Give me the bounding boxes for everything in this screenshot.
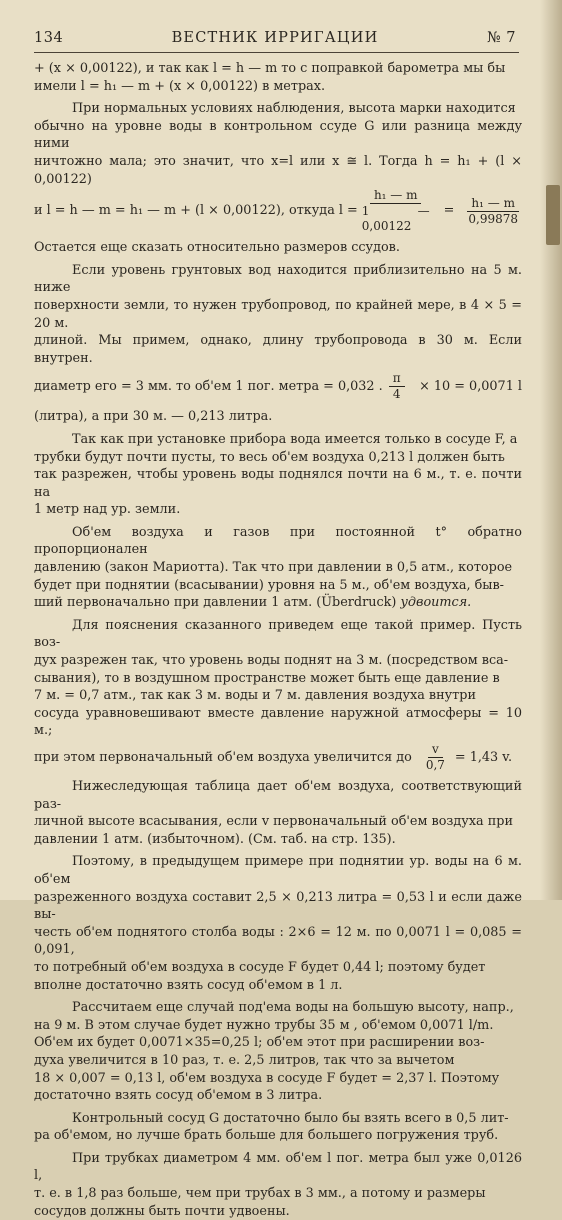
formula-line bbox=[34, 371, 522, 402]
text-line: Об'ем воздуха и газов при постоянной t° обратно пропорционален bbox=[34, 524, 522, 558]
numerator: π bbox=[389, 371, 405, 387]
text-line: сосудов должны быть почти удвоены. bbox=[34, 1203, 290, 1219]
text-line: ра об'емом, но лучше брать больше для большего погружения труб. bbox=[34, 1128, 499, 1144]
text-line: Об'ем их будет 0,0071×35=0,25 l; об'ем этот при расширении воз- bbox=[34, 1035, 485, 1051]
formula-text: = 1,43 v. bbox=[454, 749, 513, 765]
text-line: имели l = h₁ — m + (x × 0,00122) в метрах. bbox=[34, 78, 326, 94]
text-line: При нормальных условиях наблюдения, высота марки находится bbox=[72, 101, 516, 117]
formula-text: диаметр его = 3 мм. то об'ем 1 пог. метра = 0,032 . bbox=[34, 379, 383, 395]
numerator: h₁ — m bbox=[467, 196, 519, 212]
text-line: поверхности земли, то нужен трубопровод, по крайней мере, в 4 × 5 = 20 м. bbox=[34, 297, 522, 331]
text-line: дух разрежен так, что уровень воды поднят на 3 м. (посредством вса- bbox=[34, 653, 509, 669]
text-line: честь об'ем поднятого столба воды : 2×6 = 12 м. по 0,0071 l = 0,085 = 0,091, bbox=[34, 924, 522, 958]
fraction bbox=[358, 188, 434, 234]
fraction bbox=[464, 196, 522, 227]
numerator: v bbox=[428, 742, 443, 758]
text-line: вполне достаточно взять сосуд об'емом в 1 л. bbox=[34, 977, 343, 993]
page-edge-shadow bbox=[540, 0, 562, 900]
text-line: сосуда уравновешивают вместе давление наружной атмосферы = 10 м.; bbox=[34, 705, 522, 739]
issue-number: № 7 bbox=[486, 30, 516, 46]
denominator: 0,7 bbox=[425, 758, 445, 772]
text-line: 1 метр над ур. земли. bbox=[34, 502, 181, 518]
text-line: Так как при установке прибора вода имеется только в сосуде F, а bbox=[72, 431, 518, 447]
text-line: на 9 м. В этом случае будет нужно трубы 35 м , об'емом 0,0071 l/m. bbox=[34, 1017, 494, 1033]
text-line: Остается еще сказать относительно размеров ссудов. bbox=[34, 240, 400, 256]
numerator: h₁ — m bbox=[370, 188, 422, 204]
text-line: 7 м. = 0,7 атм., так как 3 м. воды и 7 м. давления воздуха внутри bbox=[34, 688, 476, 704]
text-line bbox=[34, 594, 522, 612]
text-line: так разрежен, чтобы уровень воды поднялся почти на 6 м., т. е. почти на bbox=[34, 467, 522, 500]
text-line: При трубках диаметром 4 мм. об'ем l пог. метра был уже 0,0126 l, bbox=[34, 1150, 522, 1184]
text-line: Для пояснения сказанного приведем еще такой пример. Пусть воз- bbox=[34, 617, 522, 651]
formula-line bbox=[34, 188, 522, 234]
text-line: личной высоте всасывания, если v первоначальный об'ем воздуха при bbox=[34, 814, 513, 830]
journal-title: ВЕСТНИК ИРРИГАЦИИ bbox=[171, 30, 379, 46]
formula-text: × 10 = 0,0071 l bbox=[419, 379, 522, 395]
text-line: (литра), а при 30 м. — 0,213 литра. bbox=[34, 409, 273, 425]
text-line: давлению (закон Мариотта). Так что при давлении в 0,5 атм., которое bbox=[34, 560, 513, 576]
text-span: ший первоначально при давлении 1 атм. (Überdruck) bbox=[34, 595, 397, 611]
text-line: Контрольный сосуд G достаточно было бы взять всего в 0,5 лит- bbox=[72, 1110, 509, 1126]
text-line: 18 × 0,007 = 0,13 l, об'ем воздуха в сосуде F будет = 2,37 l. Поэтому bbox=[34, 1070, 500, 1086]
denominator: 1 — 0,00122 bbox=[361, 204, 430, 234]
text-line: т. е. в 1,8 раз больше, чем при трубах в 3 мм., а потому и размеры bbox=[34, 1186, 486, 1202]
formula-line bbox=[34, 742, 522, 773]
text-line: Если уровень грунтовых вод находится приблизительно на 5 м. ниже bbox=[34, 262, 522, 296]
binding-tab bbox=[546, 185, 560, 245]
text-line: будет при поднятии (всасывании) уровня на 5 м., об'ем воздуха, быв- bbox=[34, 577, 505, 593]
text-line: достаточно взять сосуд об'емом в 3 литра. bbox=[34, 1088, 323, 1104]
text-line: трубки будут почти пусты, то весь об'ем воздуха 0,213 l должен быть bbox=[34, 449, 505, 465]
text-line: то потребный об'ем воздуха в сосуде F будет 0,44 l; поэтому будет bbox=[34, 959, 486, 975]
formula-text: при этом первоначальный об'ем воздуха увеличится до bbox=[34, 749, 412, 765]
text-line: обычно на уровне воды в контрольном ссуде G или разница между ними bbox=[34, 118, 522, 152]
denominator: 0,99878 bbox=[468, 211, 518, 226]
text-line: сывания), то в воздушном пространстве может быть еще давление в bbox=[34, 670, 500, 686]
text-line: Нижеследующая таблица дает об'ем воздуха, соответствующий раз- bbox=[34, 779, 522, 812]
text-line: + (x × 0,00122), и так как l = h — m то с поправкой барометра мы бы bbox=[34, 61, 506, 76]
equals-sign: = bbox=[443, 203, 455, 219]
text-line: давлении 1 атм. (избыточном). (См. таб. на стр. 135). bbox=[34, 831, 396, 847]
text-line: разреженного воздуха составит 2,5 × 0,213 литра = 0,53 l и если даже вы- bbox=[34, 889, 522, 923]
denominator: 4 bbox=[392, 387, 401, 402]
text-line: духа увеличится в 10 раз, т. е. 2,5 литров, так что за вычетом bbox=[34, 1052, 455, 1068]
page-number: 134 bbox=[34, 30, 64, 46]
emphasis-text: удвоится. bbox=[400, 595, 472, 611]
text-line: ничтожно мала; это значит, что x=l или x ≅ l. Тогда h = h₁ + (l × 0,00122) bbox=[34, 153, 522, 187]
fraction bbox=[389, 371, 405, 402]
header-rule bbox=[34, 52, 519, 53]
text-line: длиной. Мы примем, однако, длину трубопровода в 30 м. Если внутрен. bbox=[34, 333, 522, 366]
formula-text: и l = h — m = h₁ — m + (l × 0,00122), откуда l = bbox=[34, 203, 358, 219]
fraction bbox=[422, 742, 449, 773]
article-body bbox=[34, 60, 522, 1220]
text-line: Поэтому, в предыдущем примере при поднятии ур. воды на 6 м. об'ем bbox=[34, 854, 522, 887]
text-line: Рассчитаем еще случай под'ема воды на большую высоту, напр., bbox=[72, 1000, 514, 1016]
